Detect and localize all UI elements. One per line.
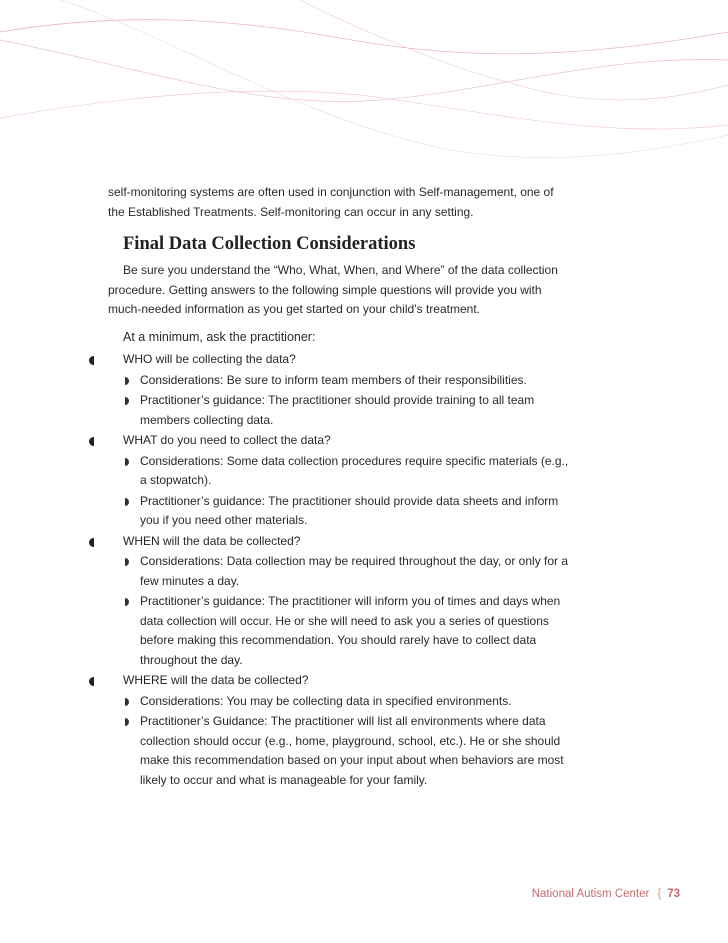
sub-item-text: The practitioner will list all environments where data collection should occur (e.g., home, playground, school, etc.). He or she should make this recommendation based on your input about when behaviors are most likely to occur and what is manageable for your family. xyxy=(140,714,564,787)
sub-item-text: The practitioner should provide training to all team members collecting data. xyxy=(140,393,535,427)
bullet-icon xyxy=(89,437,94,446)
page-footer xyxy=(500,888,680,904)
item-keyword: WHEN xyxy=(123,533,160,548)
item-text: will the data be collected? xyxy=(167,673,309,687)
sub-bullet-icon xyxy=(125,698,129,706)
footer-org: National Autism Center xyxy=(531,888,650,900)
intro-line-2: the Established Treatments. Self-monitoring can occur in any setting. xyxy=(108,204,474,219)
decorative-wave-lines xyxy=(0,0,728,175)
bullet-icon xyxy=(89,538,94,547)
sub-bullet-icon xyxy=(125,397,129,405)
sub-bullet-icon xyxy=(125,558,129,566)
section-title: Final Data Collection Considerations xyxy=(123,234,416,254)
sub-item-label: Practitioner’s guidance: xyxy=(140,493,265,508)
list-item-what xyxy=(108,431,578,451)
sub-item-label: Considerations: xyxy=(140,693,224,708)
sub-item xyxy=(108,592,578,670)
item-text: will be collecting the data? xyxy=(152,352,296,366)
sub-item xyxy=(108,712,578,790)
sub-item-label: Practitioner’s Guidance: xyxy=(140,714,268,728)
sub-item xyxy=(108,552,578,591)
bullet-icon xyxy=(89,356,94,365)
sub-bullet-icon xyxy=(125,458,129,466)
footer-brace-icon: { xyxy=(657,888,662,900)
item-keyword: WHAT xyxy=(123,433,158,447)
sub-item-text: Some data collection procedures require specific materials (e.g., a stopwatch). xyxy=(140,453,569,487)
sub-bullet-icon xyxy=(125,498,129,506)
sub-bullet-icon xyxy=(125,598,129,606)
sub-item xyxy=(108,692,578,712)
sub-bullet-icon xyxy=(125,377,129,385)
page-number: 73 xyxy=(667,888,680,900)
sub-item-label: Practitioner’s guidance: xyxy=(140,594,265,608)
page-content xyxy=(108,183,578,790)
sub-item-text: You may be collecting data in specified environments. xyxy=(223,693,512,708)
section-body: Be sure you understand the “Who, What, When, and Where” of the data collection procedure. Getting answers to the following simple questions will provide you with much-needed information as you get started on your child’s treatment. xyxy=(108,263,558,316)
list-item-when xyxy=(108,532,578,552)
sub-item-text: The practitioner should provide data sheets and inform you if you need other materials. xyxy=(140,493,559,527)
sub-item-text: Be sure to inform team members of their responsibilities. xyxy=(223,372,527,387)
section-lead: At a minimum, ask the practitioner: xyxy=(123,329,316,344)
sub-item-label: Considerations: xyxy=(140,453,224,468)
bullet-icon xyxy=(89,677,94,686)
intro-line-1: self-monitoring systems are often used in conjunction with Self-management, one of xyxy=(108,185,554,199)
sub-item xyxy=(108,371,578,391)
sub-item xyxy=(108,492,578,531)
item-text: do you need to collect the data? xyxy=(157,433,331,447)
sub-item-text: The practitioner will inform you of times and days when data collection will occur. He or she will need to ask you a series of questions before making this recommendation. You should rarely have to collect data throughout the day. xyxy=(140,594,561,667)
sub-item-label: Practitioner’s guidance: xyxy=(140,393,265,407)
sub-bullet-icon xyxy=(125,718,129,726)
item-text: will the data be collected? xyxy=(159,533,301,548)
sub-item-label: Considerations: xyxy=(140,554,224,568)
sub-item-text: Data collection may be required throughout the day, or only for a few minutes a day. xyxy=(140,554,569,588)
sub-item xyxy=(108,391,578,430)
list-item-where xyxy=(108,671,578,691)
item-keyword: WHERE xyxy=(123,673,168,687)
sub-item-label: Considerations: xyxy=(140,372,224,387)
list-item-who xyxy=(108,350,578,370)
item-keyword: WHO xyxy=(123,352,153,366)
sub-item xyxy=(108,452,578,491)
